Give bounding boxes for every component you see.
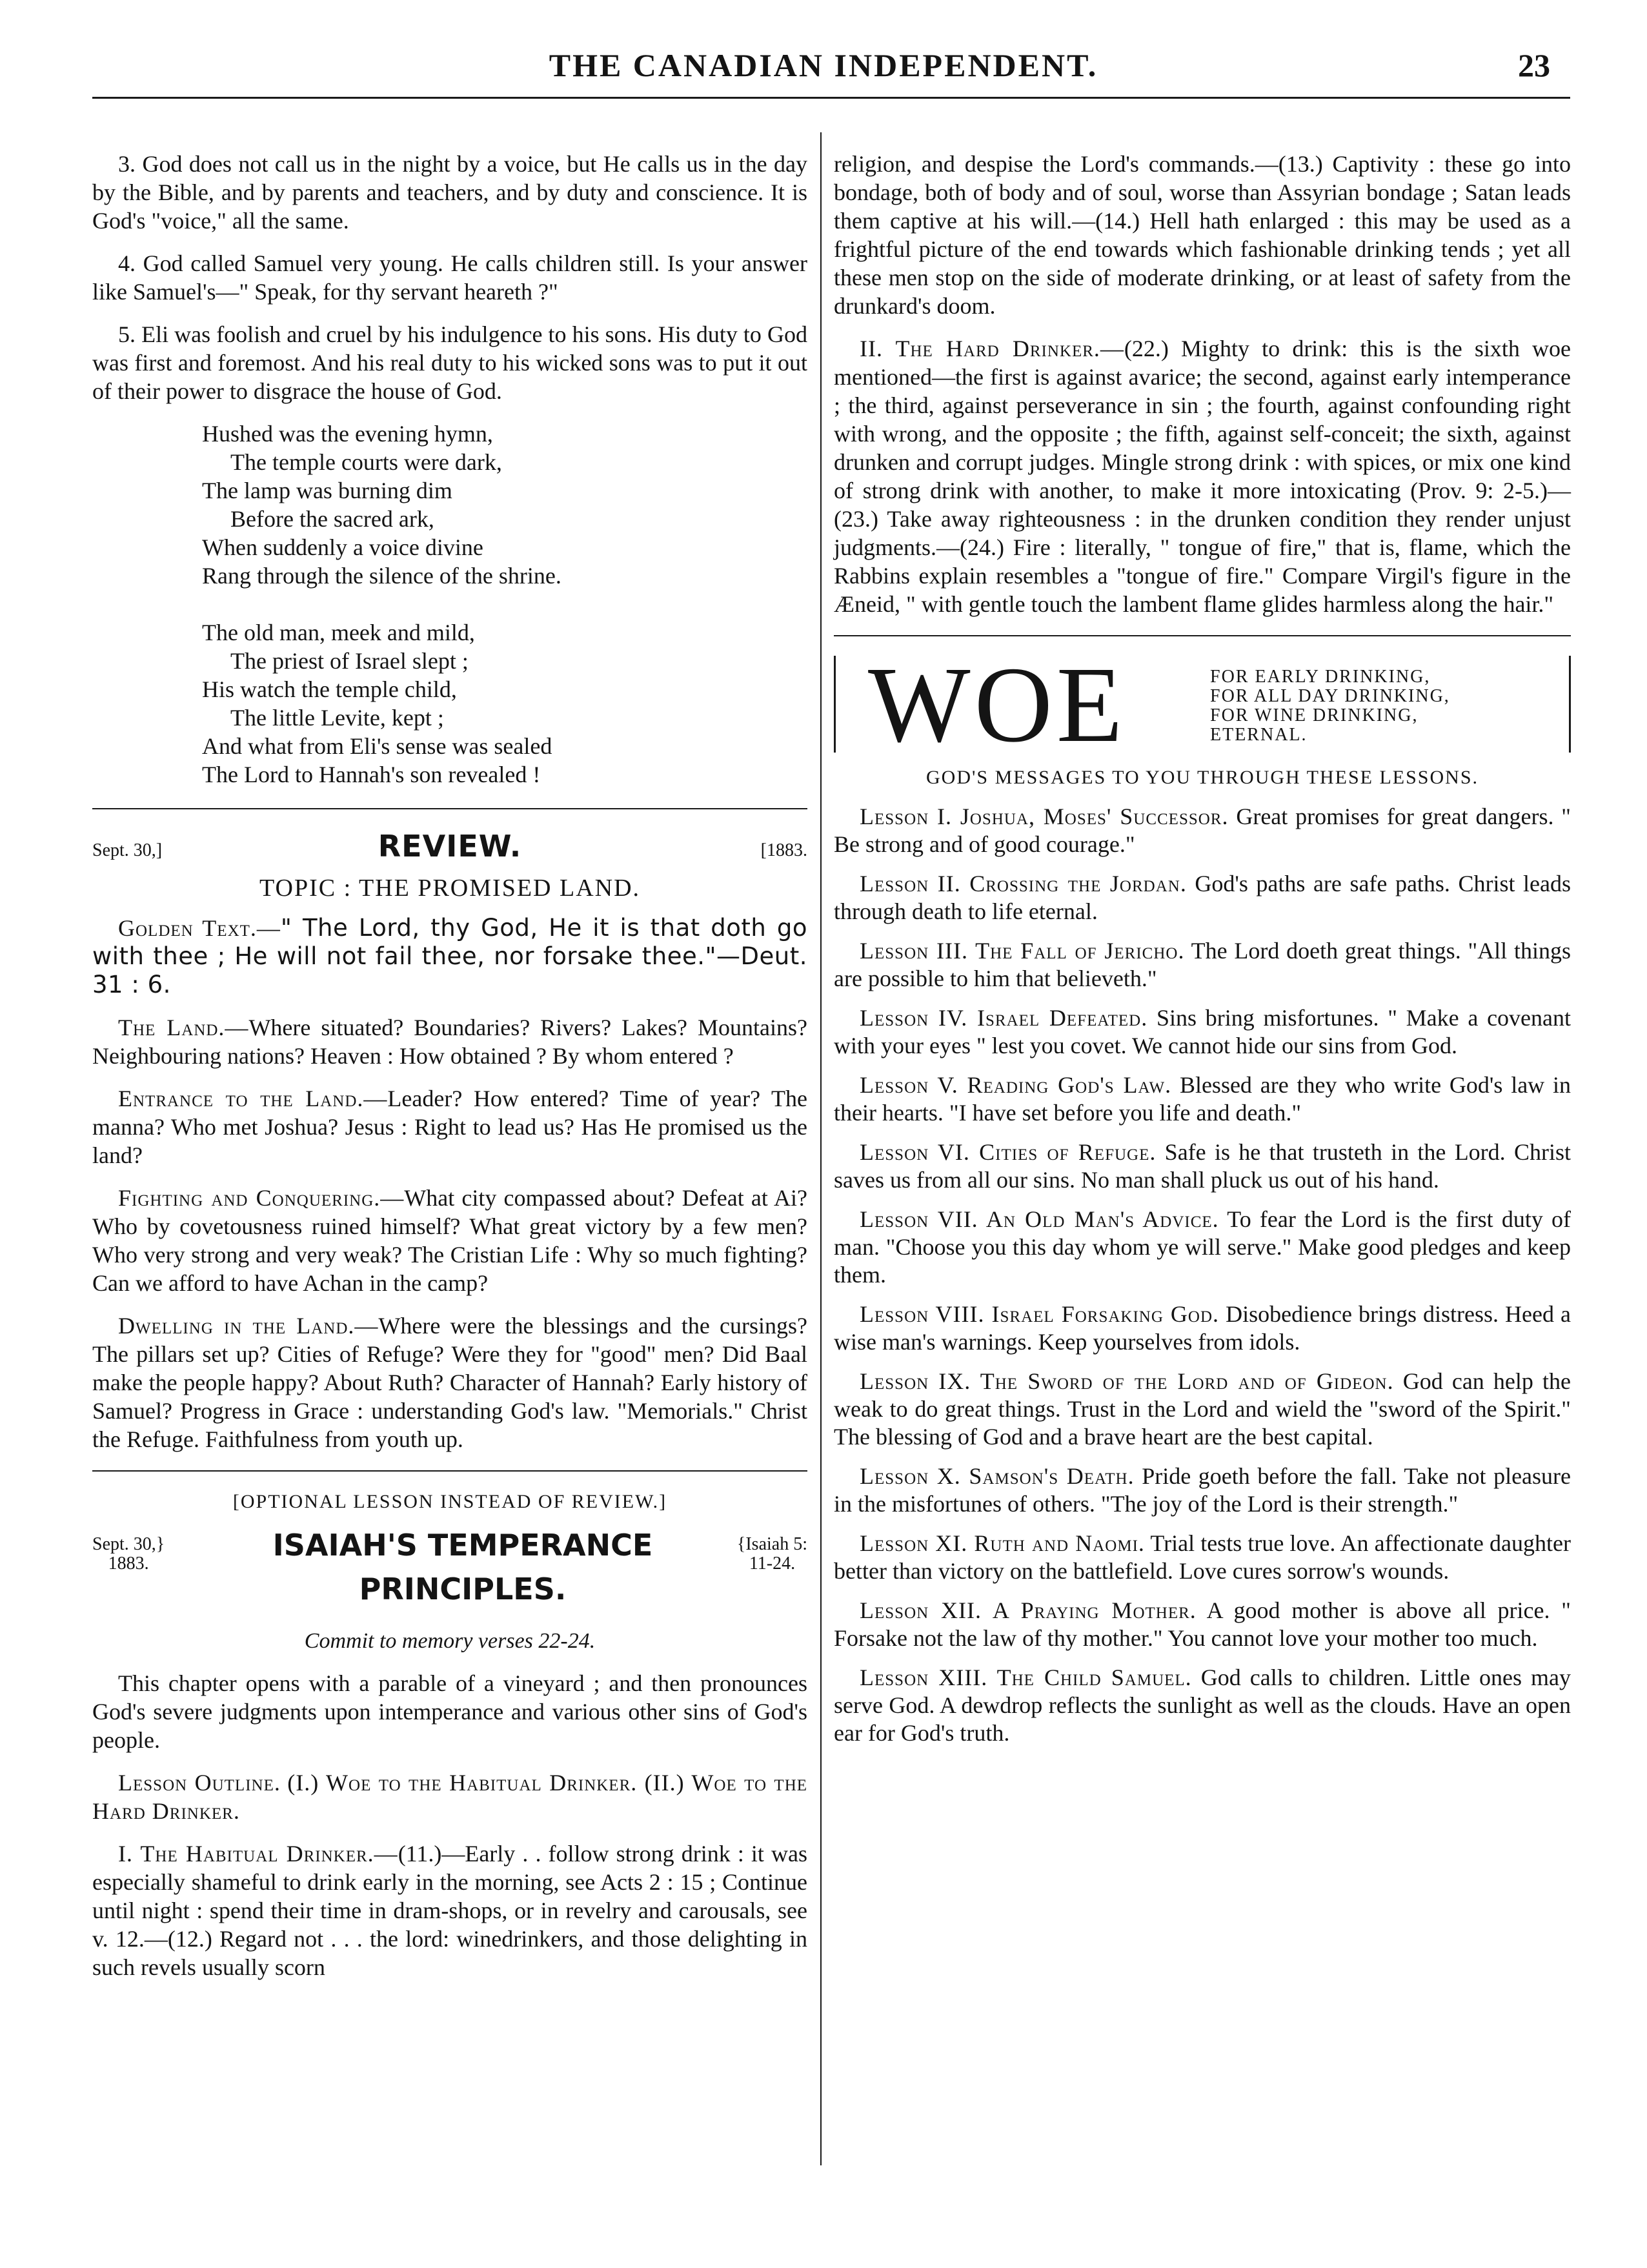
lesson-entry [834,1368,1571,1451]
right-column [834,150,1571,1759]
section-divider [834,635,1571,636]
header-rule [92,97,1570,99]
poem-line: Hushed was the evening hymn, [202,421,493,447]
woe-line: ETERNAL. [1210,725,1308,745]
part1-text: (11.)—Early . . follow strong drink : it was especially shameful to drink early in the morning, see Acts 2 : 15 ; Continue until night : spend their time in dram-shops, or in revelry and carousals, see v. 12.—(12.) Regard not . . . the lord: winedrinkers, and those delighting in such revels usually scorn [92,1841,807,1980]
lesson-label: Lesson III. The Fall of Jericho. [860,938,1185,964]
poem-line: The Lord to Hannah's son revealed ! [202,762,541,787]
review-topic: TOPIC : THE PROMISED LAND. [259,875,641,902]
section-text: What city compassed about? Defeat at Ai? Who by covetousness ruined himself? What great victory by a few men? Who very strong and very weak? The Cristian Life : Why so much fighting? Can we afford to have Achan in the camp? [92,1185,807,1296]
section-label: Entrance to the Land.— [118,1086,388,1111]
commit-note: Commit to memory verses 22-24. [304,1629,596,1653]
left-column [92,150,807,1996]
lesson-text: Great promises for great dangers. " Be strong and of good courage." [834,804,1571,857]
section-divider [92,808,807,809]
lesson-text: Pride goeth before the fall. Take not pleasure in the misfortunes of others. "The joy of the Lord is their strength." [834,1463,1571,1517]
lesson-label: Lesson I. Joshua, Moses' Successor. [860,804,1229,829]
poem-line: Before the sacred ark, [230,506,434,532]
poem-line: The lamp was burning dim [202,478,452,503]
lesson-entry [834,1004,1571,1060]
poem-line: The priest of Israel slept ; [230,648,469,674]
lesson-label: Lesson VIII. Israel Forsaking God. [860,1301,1220,1327]
woe-line: FOR WINE DRINKING, [1210,705,1419,725]
section-divider [92,1470,807,1472]
lesson-text: The Lord doeth great things. "All things are possible to him that believeth." [834,938,1571,991]
poem-line: And what from Eli's sense was sealed [202,733,552,759]
isaiah-ref-line: {Isaiah 5: [736,1534,807,1554]
lesson-label: Lesson V. Reading God's Law. [860,1072,1172,1098]
review-date: Sept. 30,] [92,840,163,860]
poem-line: When suddenly a voice divine [202,534,483,560]
masthead: THE CANADIAN INDEPENDENT. [549,47,1098,83]
lesson-text: Disobedience brings distress. Heed a wise man's warnings. Keep yourselves from idols. [834,1301,1571,1355]
woe-box [834,645,1571,765]
golden-text-label: Golden Text.— [118,915,281,941]
lesson-entry [834,1071,1571,1127]
lesson-label: Lesson VI. Cities of Refuge. [860,1139,1157,1165]
continuation-paragraph: religion, and despise the Lord's commands.—(13.) Captivity : these go into bondage, both of body and of soul, worse than Assyrian bondage ; Satan leads them captive at his will.—(14.) Hell hath enlarged : this may be used as a frightful picture of the end towards which fashionable drinking tends ; yet all these men stop on the side of moderate drinking, or at least of safety from the drunkard's doom. [834,151,1571,319]
lesson-outline [92,1768,807,1825]
poem-line: The old man, meek and mild, [202,620,475,645]
lesson-label: Lesson XII. A Praying Mother. [860,1597,1197,1623]
section-label: Fighting and Conquering.— [118,1185,405,1211]
poem [202,420,807,789]
isaiah-reference [737,1535,807,1574]
lesson-list [834,803,1571,1747]
lesson-entry [834,1664,1571,1747]
column-divider [820,132,822,2165]
section-text: Where were the blessings and the cursings? The pillars set up? Cities of Refuge? Were they for "good" men? Did Baal make the people happy? About Ruth? Character of Hannah? Early history of Samuel? Progress in Grace : understanding God's law. "Memorials." Christ the Refuge. Faithfulness from youth up. [92,1313,807,1452]
outline-label: Lesson Outline. [118,1770,281,1796]
part1-label: I. The Habitual Drinker.— [118,1841,398,1867]
lesson-text: Trial tests true love. An affectionate daughter better than victory on the battlefield. Love cures sorrow's wounds. [834,1530,1571,1584]
review-section [92,1311,807,1453]
lesson-entry [834,1206,1571,1289]
paragraph: 5. Eli was foolish and cruel by his indulgence to his sons. His duty to God was first and foremost. And his real duty to his wicked sons was to put it out of their power to disgrace the house of God. [92,321,807,404]
golden-text [92,914,807,999]
review-title: REVIEW. [378,829,522,864]
lesson-entry [834,1597,1571,1652]
review-section [92,1013,807,1070]
part2-label: II. The Hard Drinker.— [860,336,1124,361]
paragraph: 3. God does not call us in the night by a voice, but He calls us in the day by the Bible, and by parents and teachers, and by duty and conscience. It is God's "voice," all the same. [92,151,807,234]
section-text: Leader? How entered? Time of year? The manna? Who met Joshua? Jesus : Right to lead us? Has He promised us the land? [92,1086,807,1168]
habitual-drinker-section [92,1839,807,1981]
woe-line: FOR EARLY DRINKING, [1210,667,1431,687]
lesson-entry [834,1139,1571,1194]
lesson-entry [834,803,1571,858]
lesson-text: God can help the weak to do great things. Trust in the Lord and wield the "sword of the Spirit." The blessing of God and a brave heart are the best capital. [834,1368,1571,1450]
poem-line: The temple courts were dark, [230,449,502,475]
outline-text: (I.) Woe to the Habitual Drinker. (II.) Woe to the Hard Drinker. [92,1770,808,1824]
review-year: [1883. [760,840,807,860]
lesson-text: A good mother is above all price. " Forsake not the law of thy mother." You cannot love your mother too much. [834,1597,1571,1651]
lesson-label: Lesson IX. The Sword of the Lord and of Gideon. [860,1368,1394,1394]
messages-heading: GOD'S MESSAGES TO YOU THROUGH THESE LESSONS. [925,767,1479,788]
lesson-label: Lesson XIII. The Child Samuel. [860,1665,1192,1690]
review-section [92,1184,807,1297]
stanza-gap [202,590,807,618]
hard-drinker-section [834,334,1571,618]
lesson-label: Lesson XI. Ruth and Naomi. [860,1530,1145,1556]
lesson-label: Lesson II. Crossing the Jordan. [860,871,1187,896]
golden-text-body: " The Lord, thy God, He it is that doth go with thee ; He will not fail thee, nor forsake thee."—Deut. 31 : 6. [92,914,808,998]
lesson-entry [834,1463,1571,1518]
isaiah-date-line: 1883. [108,1554,149,1574]
isaiah-date-line: Sept. 30,} [92,1534,165,1554]
woe-word: WOE [868,645,1127,765]
lesson-label: Lesson VII. An Old Man's Advice. [860,1206,1219,1232]
part2-text: (22.) Mighty to drink: this is the sixth woe mentioned—the first is against avarice; the second, against early intemperance ; the third, against perseverance in sin ; the fourth, against confounding right with wrong, and the opposite ; the fifth, against self-conceit; the sixth, against drunken and corrupt judges. Mingle strong drink : with spices, or mix one kind of strong drink with another, to make it more intoxicating (Prov. 9: 2-5.)—(23.) Take away righteousness : in the drunken condition they render unjust judgments.—(24.) Fire : literally, " tongue of fire," that is, flame, which the Rabbins explain resembles a "tongue of fire." Compare Virgil's figure in the Æneid, " with gentle touch the lambent flame glides harmless along the hair." [834,336,1571,617]
lesson-entry [834,937,1571,993]
woe-line: FOR ALL DAY DRINKING, [1210,686,1450,706]
lesson-entry [834,1530,1571,1585]
lesson-text: God calls to children. Little ones may serve God. A dewdrop reflects the sunlight as well as the clouds. Have an open ear for God's truth. [834,1665,1571,1746]
lesson-text: Safe is he that trusteth in the Lord. Christ saves us from all our sins. No man shall pluck us out of his hand. [834,1139,1571,1193]
poem-line: Rang through the silence of the shrine. [202,563,561,589]
section-text: Where situated? Boundaries? Rivers? Lakes? Mountains? Neighbouring nations? Heaven : How obtained ? By whom entered ? [92,1015,807,1069]
isaiah-title: ISAIAH'S TEMPERANCE PRINCIPLES. [272,1528,653,1606]
lesson-entry [834,870,1571,926]
woe-list [1210,667,1450,745]
lesson-text: Blessed are they who write God's law in their hearts. "I have set before you life and death." [834,1072,1571,1126]
isaiah-ref-line: 11-24. [749,1554,796,1574]
poem-line: The little Levite, kept ; [230,705,444,731]
isaiah-heading [92,1523,807,1620]
review-section [92,1084,807,1169]
poem-line: His watch the temple child, [202,676,457,702]
lesson-text: God's paths are safe paths. Christ leads through death to life eternal. [834,871,1571,924]
optional-lesson-note: [OPTIONAL LESSON INSTEAD OF REVIEW.] [232,1491,667,1512]
review-heading [92,829,807,869]
lesson-label: Lesson IV. Israel Defeated. [860,1005,1148,1031]
lesson-label: Lesson X. Samson's Death. [860,1463,1135,1489]
page-header [0,46,1647,96]
section-label: The Land.— [118,1015,249,1040]
isaiah-intro: This chapter opens with a parable of a vineyard ; and then pronounces God's severe judgments upon intemperance and various other sins of God's people. [92,1670,807,1753]
isaiah-date [92,1535,165,1574]
lesson-text: To fear the Lord is the first duty of man. "Choose you this day whom ye will serve." Make good pledges and keep them. [834,1206,1571,1288]
lesson-entry [834,1301,1571,1356]
page-number: 23 [1518,47,1550,83]
lesson-text: Sins bring misfortunes. " Make a covenant with your eyes " lest you covet. We cannot hide our sins from God. [834,1005,1571,1058]
paragraph: 4. God called Samuel very young. He calls children still. Is your answer like Samuel's—" Speak, for thy servant heareth ?" [92,250,807,305]
section-label: Dwelling in the Land.— [118,1313,379,1339]
